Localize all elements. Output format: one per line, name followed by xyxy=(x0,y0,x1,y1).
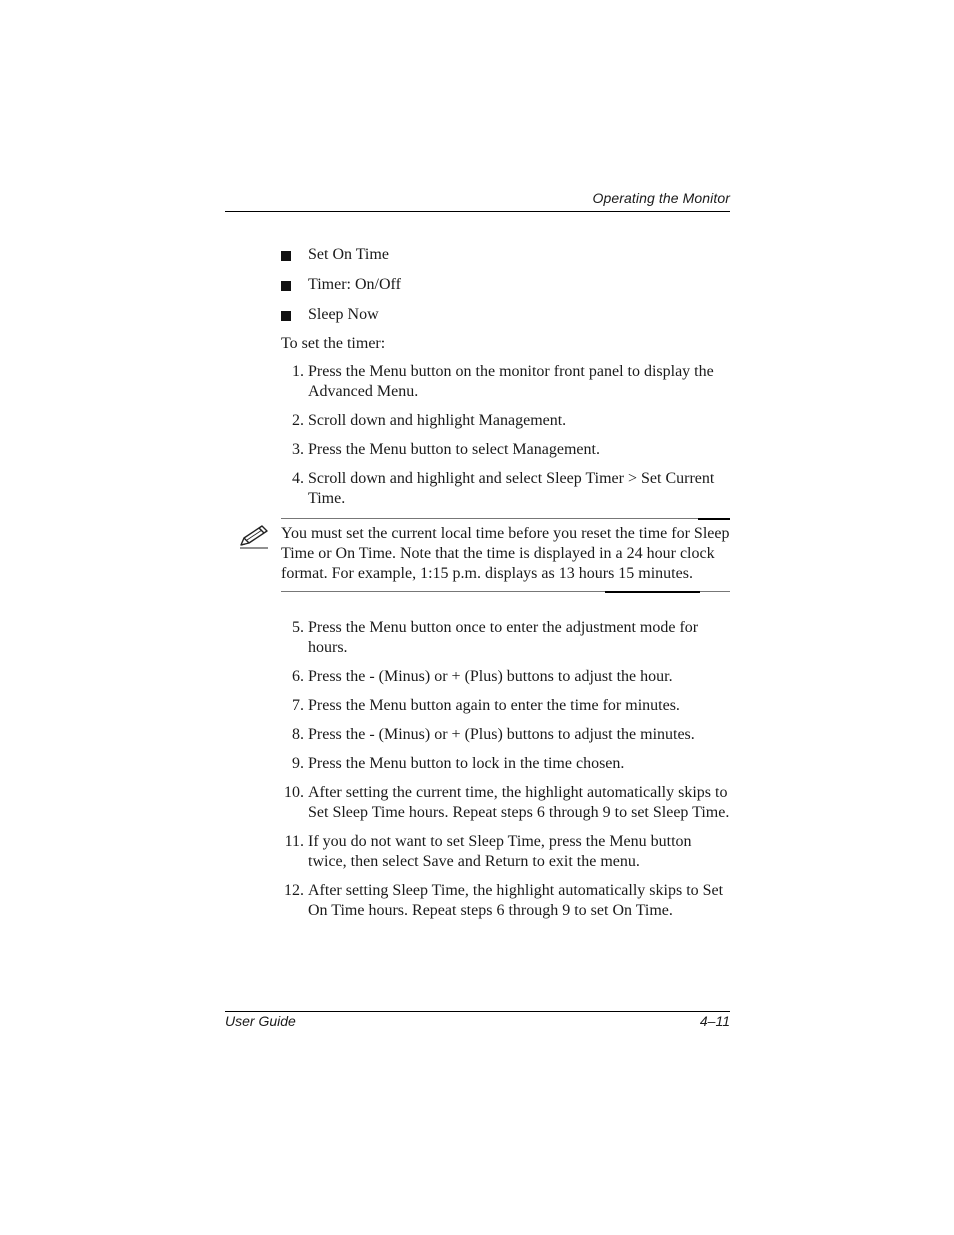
step-text: Press the Menu button again to enter the time for minutes. xyxy=(308,697,680,714)
feature-bullet-list xyxy=(281,245,731,325)
step-number: 5. xyxy=(292,619,304,636)
step-number: 1. xyxy=(292,363,304,380)
step-text: Press the - (Minus) or + (Plus) buttons to adjust the minutes. xyxy=(308,726,695,743)
step-number: 12. xyxy=(284,882,304,899)
square-bullet-icon xyxy=(281,281,291,291)
note-rule-bottom xyxy=(281,591,730,592)
steps-list-first xyxy=(281,362,731,509)
step-text: Press the - (Minus) or + (Plus) buttons to adjust the hour. xyxy=(308,668,673,685)
step-number: 8. xyxy=(292,726,304,743)
step-item xyxy=(281,411,731,431)
step-text: Scroll down and highlight and select Sleep Timer > Set Current Time. xyxy=(308,470,715,507)
pencil-note-icon xyxy=(238,523,272,551)
note-rule-top xyxy=(281,518,730,519)
step-text: After setting the current time, the highlight automatically skips to Set Sleep Time hours. Repeat steps 6 through 9 to set Sleep Time. xyxy=(308,784,730,821)
header-rule xyxy=(225,211,730,212)
step-item xyxy=(281,469,731,509)
step-item xyxy=(281,696,731,716)
step-text: After setting Sleep Time, the highlight automatically skips to Set On Time hours. Repeat steps 6 through 9 to set On Time. xyxy=(308,882,724,919)
step-item xyxy=(281,783,731,823)
square-bullet-icon xyxy=(281,251,291,261)
bullet-text: Set On Time xyxy=(308,246,389,263)
note-text: You must set the current local time before you reset the time for Sleep Time or On Time. Note that the time is displayed in a 24 hour clock format. For example, 1:15 p.m. displays as 13 hours 15 minutes. xyxy=(281,525,730,582)
step-text: Press the Menu button to lock in the time chosen. xyxy=(308,755,625,772)
step-number: 9. xyxy=(292,755,304,772)
step-text: Scroll down and highlight Management. xyxy=(308,412,567,429)
bullet-item xyxy=(281,275,731,295)
step-number: 4. xyxy=(292,470,304,487)
step-item xyxy=(281,725,731,745)
step-number: 7. xyxy=(292,697,304,714)
step-number: 3. xyxy=(292,441,304,458)
page-header-title: Operating the Monitor xyxy=(592,190,730,206)
step-number: 2. xyxy=(292,412,304,429)
step-item xyxy=(281,618,731,658)
step-number: 10. xyxy=(284,784,304,801)
step-text: Press the Menu button on the monitor front panel to display the Advanced Menu. xyxy=(308,363,714,400)
intro-text: To set the timer: xyxy=(281,335,386,352)
bullet-item xyxy=(281,305,731,325)
step-item xyxy=(281,667,731,687)
square-bullet-icon xyxy=(281,311,291,321)
page-content xyxy=(281,245,731,930)
bullet-text: Sleep Now xyxy=(308,306,379,323)
footer-page-number: 4–11 xyxy=(699,1013,730,1029)
step-item xyxy=(281,362,731,402)
bullet-item xyxy=(281,245,731,265)
step-item xyxy=(281,881,731,921)
step-text: Press the Menu button once to enter the adjustment mode for hours. xyxy=(308,619,699,656)
step-item xyxy=(281,754,731,774)
step-text: If you do not want to set Sleep Time, press the Menu button twice, then select Save and Return to exit the menu. xyxy=(308,833,692,870)
steps-list-second xyxy=(281,618,731,921)
step-item xyxy=(281,832,731,872)
note-box xyxy=(281,518,731,592)
step-number: 11. xyxy=(284,833,304,850)
step-text: Press the Menu button to select Management. xyxy=(308,441,600,458)
step-item xyxy=(281,440,731,460)
step-number: 6. xyxy=(292,668,304,685)
bullet-text: Timer: On/Off xyxy=(308,276,401,293)
footer-guide-label: User Guide xyxy=(225,1013,296,1029)
footer-rule xyxy=(225,1011,730,1012)
